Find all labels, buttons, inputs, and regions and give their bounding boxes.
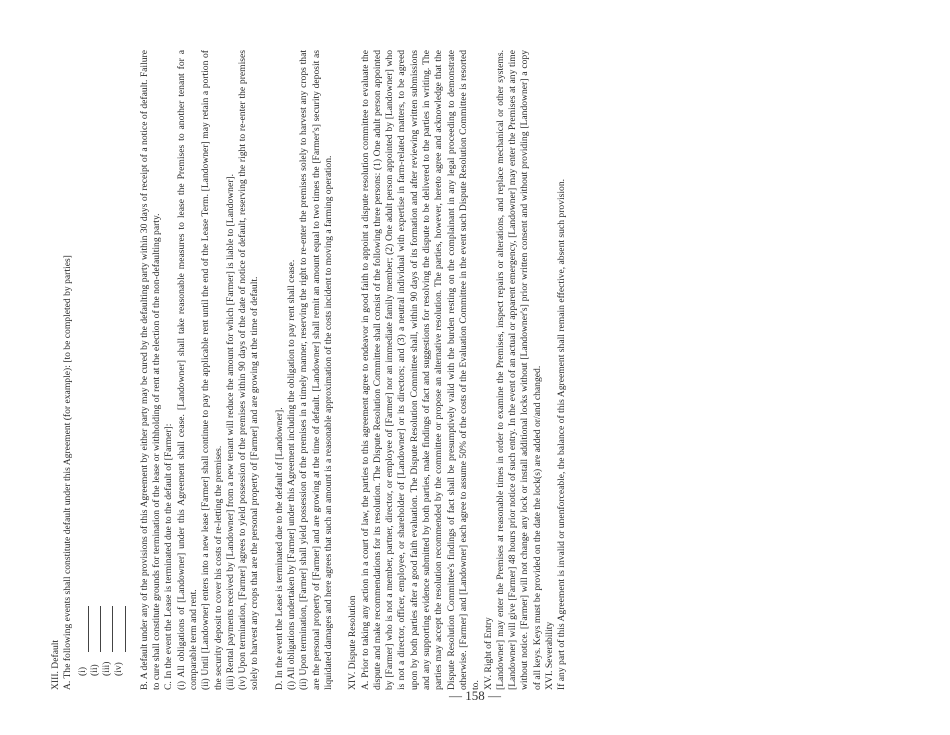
default-clause-d-item: (ii) Upon termination, [Farmer] shall yield possession of the premises in a timely manner, reserving the right to re-enter the premises solely to harvest any crops that are the personal property of [Farmer] and are growing at the time of default. [Landowner] shall remit an amount equal to two times the [Farmer's] security deposit as liquidated damages and here agrees that such an amount is a reasonable approximation of the costs incident to moving a farming operation. <box>298 50 334 690</box>
section-heading-default: XIII. Default <box>50 639 61 690</box>
entry-body: [Landowner] may enter the Premises at reasonable times in order to examine the Premises, inspect repairs or alterations, and replace mechanical or other systems. [Landowner] will give [Farmer] 48 hours prior notice of such entry. In the event of an actual or apparent emergency, [Landowner] may enter the Premises at any time without notice. [Farmer] will not change any lock or install additional locks without [Landowner's] prior written consent and without providing [Landowner] a copy of all keys. Keys must be provided on the date the lock(s) are added or/and changed. <box>494 50 543 690</box>
default-clause-c-item: (iv) Upon termination, [Farmer] agrees to yield possession of the premises within 90 days of the date of notice of default, reserving the right to re-enter the premises solely to harvest any crops that are the personal property of [Farmer] and are growing at the time of default. <box>237 50 261 690</box>
default-clause-c-item: (iii) Rental payments received by [Landowner] from a new tenant will reduce the amount for which [Farmer] is liable to [Landowner]. <box>224 173 236 690</box>
section-heading-dispute: XIV. Dispute Resolution <box>347 595 359 690</box>
fill-in-line <box>104 606 113 652</box>
blank-item: (iv) <box>113 50 125 676</box>
section-heading-entry: XV. Right of Entry <box>482 617 494 690</box>
page-number: — 158 — <box>449 688 501 703</box>
default-clause-c-intro: C. In the event the Lease is terminated due to the default of [Farmer]: <box>163 423 175 690</box>
default-blank-list <box>77 50 126 676</box>
default-clause-c-item: (i) All obligations of [Landowner] under this Agreement shall cease. [Landowner] shall take reasonable measures to lease the Premises to another tenant for a comparable term and rent. <box>175 50 199 690</box>
severability-body: If any part of this Agreement is invalid or unenforceable, the balance of this Agreement shall remain effective, absent such provision. <box>556 178 568 690</box>
dispute-clause-a: A. Prior to taking any action in a court of law, the parties to this agreement agree to endeavor in good faith to appoint a dispute resolution committee to evaluate the dispute and make recommendations for its resolution. The Dispute Resolution Committee shall consist of the following three persons: (1) One adult person appointed by [Farmer] who is not a member, partner, director, or employee of [Farmer] nor an immediate family member; (2) One adult person appointed by [Landowner] who is not a director, officer, employee, or shareholder of [Landowner] or its directors; and (3) a neutral individual with expertise in farm-related matters, to be agreed upon by both parties after a good faith evaluation. The Dispute Resolution Committee shall, within 90 days of its formation and after reviewing written submissions and any supporting evidence submitted by both parties, make findings of fact and suggestions for resolving the dispute to be delivered to the parties in writing. The parties may accept the resolution recommended by the committee or propose an alternative resolution. The parties, however, hereto agree and acknowledge that the Dispute Resolution Committee's findings of fact shall be presumptively valid with the burden resting on the complainant in any legal proceeding to demonstrate otherwise. [Farmer] and [Landowner] each agree to assume 50% of the costs of the Evaluation Committee in the event such Dispute Resolution Committee is resorted to. <box>359 50 482 690</box>
default-clause-d-intro: D. In the event the Lease is terminated due to the default of [Landowner]. <box>273 407 285 690</box>
fill-in-line <box>117 606 126 652</box>
default-clause-c-item: (ii) Until [Landowner] enters into a new lease [Farmer] shall continue to pay the applicable rent until the end of the Lease Term. [Landowner] may retain a portion of the security deposit to cover his costs of re-letting the premises. <box>200 50 224 690</box>
default-clause-b: B. A default under any of the provisions of this Agreement by either party may be cured by the defaulting party within 30 days of receipt of a notice of default. Failure to cure shall constitute grounds for termination of the lease or withholding of rent at the election of the non-defaulting party. <box>138 50 163 690</box>
default-clause-a: A. The following events shall constitute default under this Agreement (for example): [to be completed by parties] <box>62 255 74 690</box>
blank-item: (ii) <box>89 50 101 676</box>
spacer <box>335 50 347 690</box>
blank-item: (iii) <box>101 50 113 676</box>
section-heading-severability: XVI. Severability <box>543 621 555 690</box>
fill-in-line <box>92 606 101 652</box>
blank-item: (i) <box>77 50 89 676</box>
default-clause-d-item: (i) All obligations undertaken by [Farmer] under this Agreement including the obligation to pay rent shall cease. <box>286 259 298 690</box>
rotated-text-block <box>50 50 569 690</box>
fill-in-line <box>80 606 89 652</box>
spacer <box>262 50 274 690</box>
